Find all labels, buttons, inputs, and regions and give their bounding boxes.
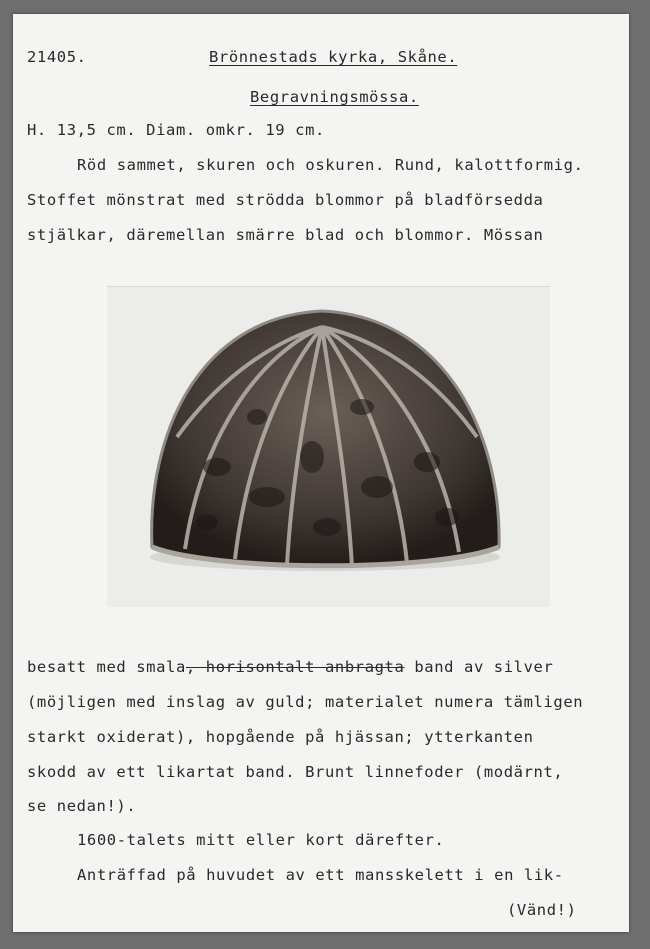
location-heading: Brönnestads kyrka, Skåne.: [209, 48, 458, 66]
cap-photograph: [107, 286, 550, 607]
catalog-card: [13, 14, 629, 932]
band-text: band av silver: [404, 658, 554, 676]
catalog-number: 21405.: [27, 48, 87, 66]
cap-image: [107, 287, 550, 607]
description-line-4: [27, 657, 553, 677]
found-line: Anträffad på huvudet av ett mansskelett i en lik-: [77, 866, 564, 884]
description-line-1: Röd sammet, skuren och oskuren. Rund, kalottformig.: [77, 156, 584, 174]
turn-over-note: (Vänd!): [507, 901, 577, 919]
description-line-6: starkt oxiderat), hopgående på hjässan; ytterkanten: [27, 728, 534, 746]
struck-text: , horisontalt anbragta: [185, 658, 405, 676]
dating-line: 1600-talets mitt eller kort därefter.: [77, 831, 445, 849]
description-line-2: Stoffet mönstrat med strödda blommor på bladförsedda: [27, 191, 544, 209]
description-line-3: stjälkar, däremellan smärre blad och blommor. Mössan: [27, 226, 544, 244]
object-title: Begravningsmössa.: [250, 88, 419, 106]
description-line-7: skodd av ett likartat band. Brunt linnefoder (modärnt,: [27, 763, 564, 781]
description-line-5: (möjligen med inslag av guld; materialet numera tämligen: [27, 693, 584, 711]
dimensions: H. 13,5 cm. Diam. omkr. 19 cm.: [27, 121, 325, 139]
besatt-text: besatt med smala: [27, 658, 186, 676]
description-line-8: se nedan!).: [27, 797, 137, 815]
